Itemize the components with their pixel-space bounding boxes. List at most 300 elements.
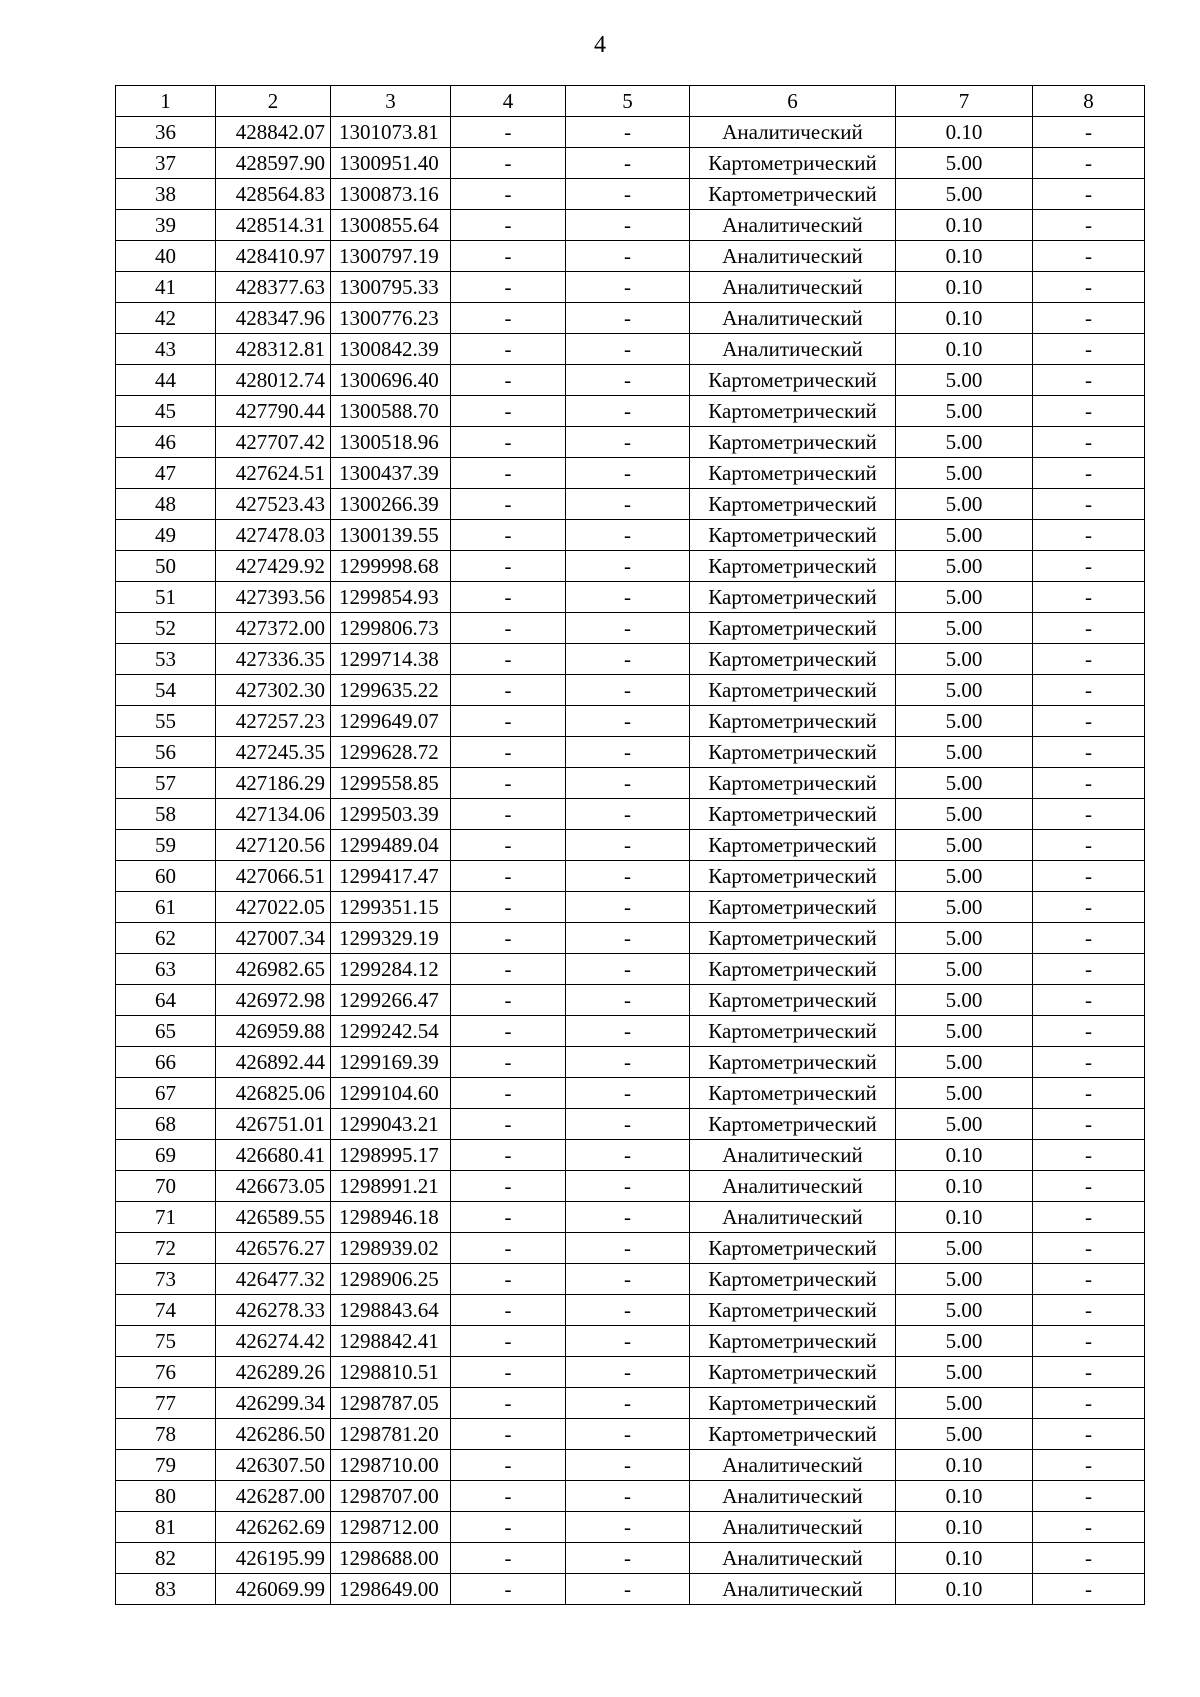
cell-point-number: 70 [116, 1171, 216, 1202]
cell-col-8-value: - [1033, 706, 1145, 737]
table-row [116, 768, 1145, 799]
cell-accuracy: 0.10 [896, 1512, 1033, 1543]
cell-col-5-value: - [566, 861, 690, 892]
cell-col-8-value: - [1033, 241, 1145, 272]
cell-method: Аналитический [690, 1140, 896, 1171]
cell-coordinate-x: 428564.83 [216, 179, 331, 210]
cell-coordinate-x: 427302.30 [216, 675, 331, 706]
cell-point-number: 76 [116, 1357, 216, 1388]
cell-method: Картометрический [690, 520, 896, 551]
cell-col-5-value: - [566, 241, 690, 272]
cell-accuracy: 5.00 [896, 179, 1033, 210]
cell-col-8-value: - [1033, 1388, 1145, 1419]
cell-col-4-value: - [451, 1388, 566, 1419]
cell-method: Аналитический [690, 210, 896, 241]
cell-point-number: 55 [116, 706, 216, 737]
cell-method: Картометрический [690, 1388, 896, 1419]
cell-col-8-value: - [1033, 365, 1145, 396]
cell-point-number: 47 [116, 458, 216, 489]
cell-col-8-value: - [1033, 861, 1145, 892]
cell-coordinate-x: 427393.56 [216, 582, 331, 613]
table-row [116, 334, 1145, 365]
cell-col-4-value: - [451, 1109, 566, 1140]
cell-coordinate-x: 427007.34 [216, 923, 331, 954]
cell-col-8-value: - [1033, 830, 1145, 861]
cell-col-5-value: - [566, 1295, 690, 1326]
cell-coordinate-y: 1300776.23 [331, 303, 451, 334]
cell-col-4-value: - [451, 582, 566, 613]
cell-col-8-value: - [1033, 892, 1145, 923]
table-row [116, 737, 1145, 768]
table-row [116, 303, 1145, 334]
cell-point-number: 50 [116, 551, 216, 582]
cell-method: Картометрический [690, 1233, 896, 1264]
cell-coordinate-x: 427245.35 [216, 737, 331, 768]
cell-coordinate-x: 426262.69 [216, 1512, 331, 1543]
cell-col-4-value: - [451, 334, 566, 365]
cell-coordinate-x: 428312.81 [216, 334, 331, 365]
cell-coordinate-x: 426680.41 [216, 1140, 331, 1171]
table-row [116, 148, 1145, 179]
cell-coordinate-x: 426195.99 [216, 1543, 331, 1574]
cell-col-5-value: - [566, 1016, 690, 1047]
cell-col-8-value: - [1033, 1171, 1145, 1202]
cell-coordinate-y: 1299043.21 [331, 1109, 451, 1140]
cell-point-number: 39 [116, 210, 216, 241]
table-row [116, 892, 1145, 923]
cell-col-8-value: - [1033, 427, 1145, 458]
cell-col-5-value: - [566, 1233, 690, 1264]
cell-col-4-value: - [451, 551, 566, 582]
cell-col-4-value: - [451, 1450, 566, 1481]
cell-col-4-value: - [451, 861, 566, 892]
cell-point-number: 74 [116, 1295, 216, 1326]
cell-coordinate-x: 426287.00 [216, 1481, 331, 1512]
cell-point-number: 83 [116, 1574, 216, 1605]
cell-col-5-value: - [566, 1078, 690, 1109]
cell-point-number: 81 [116, 1512, 216, 1543]
table-row [116, 551, 1145, 582]
cell-col-4-value: - [451, 148, 566, 179]
table-row [116, 1326, 1145, 1357]
table-row [116, 1140, 1145, 1171]
cell-col-8-value: - [1033, 396, 1145, 427]
table-row [116, 1016, 1145, 1047]
cell-coordinate-y: 1299649.07 [331, 706, 451, 737]
cell-method: Аналитический [690, 1574, 896, 1605]
cell-col-4-value: - [451, 675, 566, 706]
cell-col-4-value: - [451, 1295, 566, 1326]
table-row [116, 1233, 1145, 1264]
cell-col-5-value: - [566, 1512, 690, 1543]
cell-method: Картометрический [690, 1295, 896, 1326]
cell-point-number: 37 [116, 148, 216, 179]
cell-point-number: 41 [116, 272, 216, 303]
cell-accuracy: 5.00 [896, 1047, 1033, 1078]
table-row [116, 210, 1145, 241]
table-row [116, 644, 1145, 675]
cell-coordinate-x: 427186.29 [216, 768, 331, 799]
cell-col-4-value: - [451, 1264, 566, 1295]
cell-col-4-value: - [451, 1171, 566, 1202]
cell-coordinate-y: 1298842.41 [331, 1326, 451, 1357]
cell-col-5-value: - [566, 830, 690, 861]
cell-col-5-value: - [566, 520, 690, 551]
cell-col-5-value: - [566, 1450, 690, 1481]
cell-col-5-value: - [566, 458, 690, 489]
cell-coordinate-y: 1298995.17 [331, 1140, 451, 1171]
table-row [116, 396, 1145, 427]
cell-col-4-value: - [451, 272, 566, 303]
cell-coordinate-x: 426982.65 [216, 954, 331, 985]
cell-col-5-value: - [566, 644, 690, 675]
cell-point-number: 65 [116, 1016, 216, 1047]
cell-coordinate-x: 427120.56 [216, 830, 331, 861]
cell-coordinate-x: 427372.00 [216, 613, 331, 644]
cell-point-number: 45 [116, 396, 216, 427]
cell-col-8-value: - [1033, 644, 1145, 675]
cell-coordinate-y: 1299489.04 [331, 830, 451, 861]
cell-col-4-value: - [451, 427, 566, 458]
cell-col-4-value: - [451, 117, 566, 148]
cell-col-8-value: - [1033, 799, 1145, 830]
cell-col-4-value: - [451, 1481, 566, 1512]
cell-point-number: 63 [116, 954, 216, 985]
table-row [116, 179, 1145, 210]
cell-method: Аналитический [690, 1171, 896, 1202]
cell-col-5-value: - [566, 985, 690, 1016]
cell-accuracy: 5.00 [896, 1078, 1033, 1109]
table-row [116, 830, 1145, 861]
cell-accuracy: 5.00 [896, 148, 1033, 179]
cell-point-number: 78 [116, 1419, 216, 1450]
cell-col-4-value: - [451, 923, 566, 954]
cell-accuracy: 0.10 [896, 1574, 1033, 1605]
cell-col-5-value: - [566, 1202, 690, 1233]
cell-col-8-value: - [1033, 1357, 1145, 1388]
cell-coordinate-x: 427134.06 [216, 799, 331, 830]
cell-method: Картометрический [690, 613, 896, 644]
cell-col-5-value: - [566, 334, 690, 365]
cell-col-8-value: - [1033, 1481, 1145, 1512]
cell-point-number: 66 [116, 1047, 216, 1078]
cell-method: Картометрический [690, 830, 896, 861]
cell-point-number: 54 [116, 675, 216, 706]
cell-method: Аналитический [690, 1481, 896, 1512]
cell-coordinate-y: 1299242.54 [331, 1016, 451, 1047]
cell-coordinate-x: 426069.99 [216, 1574, 331, 1605]
cell-point-number: 59 [116, 830, 216, 861]
cell-accuracy: 5.00 [896, 737, 1033, 768]
cell-coordinate-x: 426673.05 [216, 1171, 331, 1202]
cell-accuracy: 5.00 [896, 365, 1033, 396]
cell-col-8-value: - [1033, 1419, 1145, 1450]
cell-accuracy: 5.00 [896, 551, 1033, 582]
cell-coordinate-y: 1299714.38 [331, 644, 451, 675]
cell-point-number: 38 [116, 179, 216, 210]
cell-coordinate-x: 426477.32 [216, 1264, 331, 1295]
cell-coordinate-y: 1298906.25 [331, 1264, 451, 1295]
cell-point-number: 68 [116, 1109, 216, 1140]
cell-col-4-value: - [451, 737, 566, 768]
column-header: 5 [566, 86, 690, 117]
cell-col-4-value: - [451, 985, 566, 1016]
cell-col-8-value: - [1033, 985, 1145, 1016]
cell-method: Картометрический [690, 1419, 896, 1450]
cell-col-4-value: - [451, 210, 566, 241]
cell-accuracy: 0.10 [896, 241, 1033, 272]
cell-coordinate-x: 426589.55 [216, 1202, 331, 1233]
cell-method: Аналитический [690, 334, 896, 365]
cell-col-5-value: - [566, 396, 690, 427]
cell-accuracy: 5.00 [896, 1419, 1033, 1450]
cell-col-5-value: - [566, 1543, 690, 1574]
cell-col-4-value: - [451, 644, 566, 675]
cell-coordinate-x: 426825.06 [216, 1078, 331, 1109]
cell-point-number: 64 [116, 985, 216, 1016]
cell-method: Картометрический [690, 768, 896, 799]
cell-accuracy: 5.00 [896, 520, 1033, 551]
cell-coordinate-y: 1298688.00 [331, 1543, 451, 1574]
cell-col-5-value: - [566, 551, 690, 582]
table-row [116, 1574, 1145, 1605]
cell-col-4-value: - [451, 954, 566, 985]
cell-method: Картометрический [690, 179, 896, 210]
cell-coordinate-x: 427022.05 [216, 892, 331, 923]
table-row [116, 458, 1145, 489]
cell-coordinate-y: 1299854.93 [331, 582, 451, 613]
table-row [116, 1388, 1145, 1419]
cell-col-5-value: - [566, 148, 690, 179]
column-header: 6 [690, 86, 896, 117]
cell-col-8-value: - [1033, 1543, 1145, 1574]
table-row [116, 1109, 1145, 1140]
cell-col-4-value: - [451, 241, 566, 272]
cell-col-8-value: - [1033, 179, 1145, 210]
cell-method: Картометрический [690, 551, 896, 582]
cell-col-5-value: - [566, 489, 690, 520]
cell-point-number: 56 [116, 737, 216, 768]
cell-coordinate-y: 1298707.00 [331, 1481, 451, 1512]
cell-method: Картометрический [690, 1357, 896, 1388]
cell-point-number: 79 [116, 1450, 216, 1481]
cell-accuracy: 5.00 [896, 489, 1033, 520]
cell-col-4-value: - [451, 1233, 566, 1264]
cell-coordinate-x: 427790.44 [216, 396, 331, 427]
cell-col-8-value: - [1033, 1264, 1145, 1295]
table-row [116, 1419, 1145, 1450]
cell-coordinate-x: 426278.33 [216, 1295, 331, 1326]
cell-coordinate-y: 1298939.02 [331, 1233, 451, 1264]
cell-col-5-value: - [566, 303, 690, 334]
cell-point-number: 72 [116, 1233, 216, 1264]
cell-col-5-value: - [566, 613, 690, 644]
cell-coordinate-x: 428597.90 [216, 148, 331, 179]
column-header: 4 [451, 86, 566, 117]
column-header: 7 [896, 86, 1033, 117]
cell-method: Картометрический [690, 985, 896, 1016]
cell-method: Картометрический [690, 706, 896, 737]
cell-coordinate-x: 427336.35 [216, 644, 331, 675]
cell-point-number: 71 [116, 1202, 216, 1233]
cell-coordinate-y: 1300842.39 [331, 334, 451, 365]
cell-col-5-value: - [566, 1171, 690, 1202]
cell-coordinate-x: 428842.07 [216, 117, 331, 148]
cell-method: Картометрический [690, 489, 896, 520]
cell-method: Аналитический [690, 303, 896, 334]
cell-point-number: 82 [116, 1543, 216, 1574]
cell-accuracy: 5.00 [896, 892, 1033, 923]
cell-point-number: 69 [116, 1140, 216, 1171]
cell-accuracy: 0.10 [896, 1171, 1033, 1202]
cell-col-4-value: - [451, 489, 566, 520]
cell-accuracy: 0.10 [896, 303, 1033, 334]
cell-coordinate-x: 426576.27 [216, 1233, 331, 1264]
cell-coordinate-x: 426959.88 [216, 1016, 331, 1047]
cell-col-8-value: - [1033, 923, 1145, 954]
cell-method: Картометрический [690, 1109, 896, 1140]
cell-point-number: 75 [116, 1326, 216, 1357]
table-row [116, 1078, 1145, 1109]
cell-col-8-value: - [1033, 1512, 1145, 1543]
cell-coordinate-y: 1300696.40 [331, 365, 451, 396]
cell-col-8-value: - [1033, 1140, 1145, 1171]
cell-point-number: 73 [116, 1264, 216, 1295]
cell-coordinate-y: 1299503.39 [331, 799, 451, 830]
cell-col-8-value: - [1033, 1016, 1145, 1047]
header-row [116, 86, 1145, 117]
cell-accuracy: 5.00 [896, 644, 1033, 675]
table-row [116, 985, 1145, 1016]
cell-col-8-value: - [1033, 613, 1145, 644]
cell-method: Картометрический [690, 1326, 896, 1357]
cell-method: Картометрический [690, 954, 896, 985]
cell-method: Картометрический [690, 1016, 896, 1047]
cell-accuracy: 5.00 [896, 427, 1033, 458]
cell-accuracy: 5.00 [896, 1357, 1033, 1388]
cell-col-5-value: - [566, 1388, 690, 1419]
cell-col-4-value: - [451, 1357, 566, 1388]
cell-coordinate-y: 1298781.20 [331, 1419, 451, 1450]
cell-coordinate-y: 1299329.19 [331, 923, 451, 954]
cell-coordinate-x: 426299.34 [216, 1388, 331, 1419]
cell-coordinate-y: 1298787.05 [331, 1388, 451, 1419]
cell-coordinate-y: 1299284.12 [331, 954, 451, 985]
cell-accuracy: 5.00 [896, 1326, 1033, 1357]
table-row [116, 582, 1145, 613]
cell-method: Аналитический [690, 1202, 896, 1233]
cell-col-5-value: - [566, 1109, 690, 1140]
cell-point-number: 43 [116, 334, 216, 365]
cell-col-8-value: - [1033, 1078, 1145, 1109]
table-row [116, 427, 1145, 458]
cell-point-number: 62 [116, 923, 216, 954]
cell-accuracy: 5.00 [896, 1233, 1033, 1264]
cell-col-5-value: - [566, 799, 690, 830]
cell-coordinate-y: 1299558.85 [331, 768, 451, 799]
table-row [116, 117, 1145, 148]
cell-accuracy: 5.00 [896, 861, 1033, 892]
cell-coordinate-x: 427257.23 [216, 706, 331, 737]
cell-col-8-value: - [1033, 1047, 1145, 1078]
cell-accuracy: 5.00 [896, 799, 1033, 830]
cell-coordinate-y: 1300873.16 [331, 179, 451, 210]
cell-coordinate-y: 1298710.00 [331, 1450, 451, 1481]
cell-method: Картометрический [690, 1078, 896, 1109]
cell-point-number: 52 [116, 613, 216, 644]
cell-method: Аналитический [690, 272, 896, 303]
column-header: 8 [1033, 86, 1145, 117]
cell-accuracy: 5.00 [896, 706, 1033, 737]
cell-col-4-value: - [451, 1016, 566, 1047]
cell-point-number: 57 [116, 768, 216, 799]
cell-col-8-value: - [1033, 210, 1145, 241]
cell-method: Картометрический [690, 148, 896, 179]
table-row [116, 489, 1145, 520]
cell-col-4-value: - [451, 706, 566, 737]
cell-method: Аналитический [690, 1512, 896, 1543]
cell-col-4-value: - [451, 768, 566, 799]
column-header: 3 [331, 86, 451, 117]
cell-coordinate-x: 427066.51 [216, 861, 331, 892]
table-row [116, 861, 1145, 892]
cell-col-4-value: - [451, 1078, 566, 1109]
cell-accuracy: 0.10 [896, 1481, 1033, 1512]
cell-method: Аналитический [690, 1543, 896, 1574]
cell-accuracy: 0.10 [896, 1543, 1033, 1574]
cell-col-4-value: - [451, 799, 566, 830]
cell-coordinate-y: 1298712.00 [331, 1512, 451, 1543]
cell-col-5-value: - [566, 1481, 690, 1512]
table-row [116, 706, 1145, 737]
page-number: 4 [594, 32, 606, 58]
cell-col-5-value: - [566, 675, 690, 706]
cell-col-5-value: - [566, 1264, 690, 1295]
cell-col-4-value: - [451, 1543, 566, 1574]
cell-coordinate-y: 1299266.47 [331, 985, 451, 1016]
cell-accuracy: 5.00 [896, 582, 1033, 613]
cell-coordinate-x: 426972.98 [216, 985, 331, 1016]
cell-method: Картометрический [690, 1264, 896, 1295]
cell-point-number: 77 [116, 1388, 216, 1419]
cell-method: Картометрический [690, 644, 896, 675]
cell-accuracy: 5.00 [896, 954, 1033, 985]
cell-coordinate-x: 427478.03 [216, 520, 331, 551]
cell-method: Картометрический [690, 582, 896, 613]
cell-method: Картометрический [690, 458, 896, 489]
cell-col-8-value: - [1033, 334, 1145, 365]
cell-coordinate-y: 1300518.96 [331, 427, 451, 458]
cell-point-number: 80 [116, 1481, 216, 1512]
cell-coordinate-x: 427523.43 [216, 489, 331, 520]
cell-col-4-value: - [451, 1326, 566, 1357]
table-row [116, 1047, 1145, 1078]
table-row [116, 1202, 1145, 1233]
cell-method: Картометрический [690, 799, 896, 830]
cell-accuracy: 0.10 [896, 1202, 1033, 1233]
cell-col-8-value: - [1033, 458, 1145, 489]
cell-coordinate-x: 426751.01 [216, 1109, 331, 1140]
cell-col-8-value: - [1033, 675, 1145, 706]
cell-point-number: 58 [116, 799, 216, 830]
cell-method: Аналитический [690, 1450, 896, 1481]
table-body [116, 117, 1145, 1605]
cell-coordinate-x: 426307.50 [216, 1450, 331, 1481]
cell-coordinate-y: 1300588.70 [331, 396, 451, 427]
table-row [116, 1357, 1145, 1388]
cell-coordinate-x: 428012.74 [216, 365, 331, 396]
table-row [116, 272, 1145, 303]
